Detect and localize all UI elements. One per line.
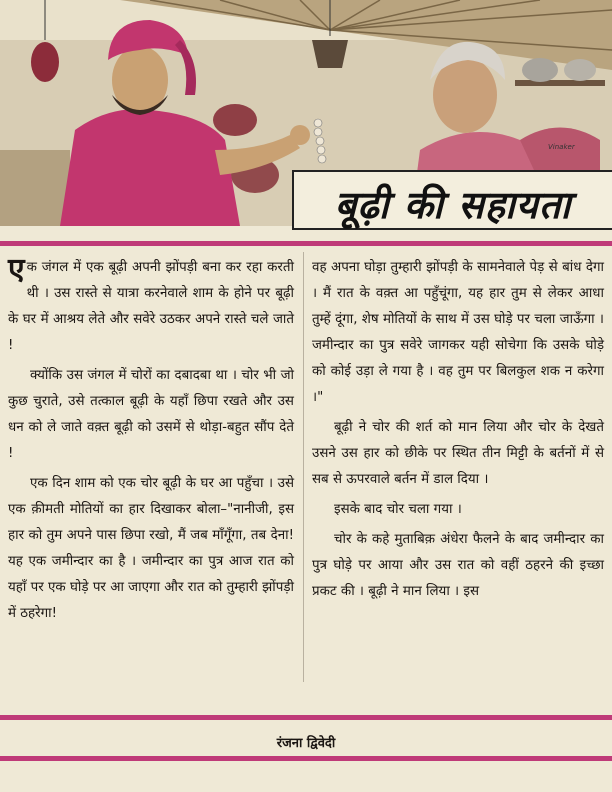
paragraph-5: बूढ़ी ने चोर की शर्त को मान लिया और चोर के देखते उसने उस हार को छीके पर स्थित तीन मिट्टी के बर्तनों में से सब से ऊपरवाले बर्तन में डाल दिया ।: [312, 420, 604, 487]
paragraph-4: वह अपना घोड़ा तुम्हारी झोंपड़ी के सामनेवाले पेड़ से बांध देगा । मैं रात के वक़्त आ पहुँचूंगा, यह हार तुम से लेकर आधा तुम्हें दूंगा, शेष मोतियों के साथ में उस घोड़े पर चला जाऊँगा । जमीन्दार का पुत्र सवेरे जागकर यही सोचेगा कि उसके घोड़े को कोई उड़ा ले गया है । वह तुम पर बिलकुल शक न करेगा ।": [312, 260, 604, 405]
top-divider-band: [0, 241, 612, 246]
paragraph-7: चोर के कहे मुताबिक़ अंधेरा फैलने के बाद जमीन्दार का पुत्र घोड़े पर आया और उस रात को वहीं ठहरने की इच्छा प्रकट की । बूढ़ी ने मान लिया । इस: [312, 532, 604, 599]
paragraph-1: एक जंगल में एक बूढ़ी अपनी झोंपड़ी बना कर रहा करती थी । उस रास्ते से यात्रा करनेवाले शाम के होने पर बूढ़ी के घर में आश्रय लेते और सवेरे उठकर अपने रास्ते चले जाते !: [8, 252, 294, 353]
left-column: [8, 252, 294, 627]
column-divider: [303, 252, 304, 682]
paragraph-2: क्योंकि उस जंगल में चोरों का दबादबा था । चोर भी जो कुछ चुराते, उसे तत्काल बूढ़ी के यहाँ छिपा रखते और उस धन को ले जाते वक़्त बूढ़ी को उसमें से थोड़ा-बहुत सौंप देते !: [8, 368, 294, 461]
author-name: रंजना द्विवेदी: [276, 736, 336, 751]
hanging-pot-icon: [31, 42, 59, 82]
drop-cap: ए: [8, 252, 25, 287]
title-box: [292, 170, 612, 230]
story-title: बूढ़ी की सहायता: [334, 183, 572, 227]
footer-band: [0, 756, 612, 761]
paragraph-3: एक दिन शाम को एक चोर बूढ़ी के घर आ पहुँचा । उसे एक क़ीमती मोतियों का हार दिखाकर बोला–"नानीजी, इस हार को तुम अपने पास छिपा रखो, मैं जब माँगूँगा, तब देना! यह एक जमीन्दार का है । जमीन्दार का पुत्र आज रात को यहाँ पर एक घोड़े पर आ जाएगा और रात को तुम्हारी झोंपड़ी में ठहरेगा!: [8, 476, 294, 621]
bottom-divider-band: [0, 715, 612, 720]
artist-signature: Vinaker: [548, 143, 575, 151]
paragraph-6: इसके बाद चोर चला गया ।: [334, 502, 462, 517]
right-column: [312, 255, 604, 605]
